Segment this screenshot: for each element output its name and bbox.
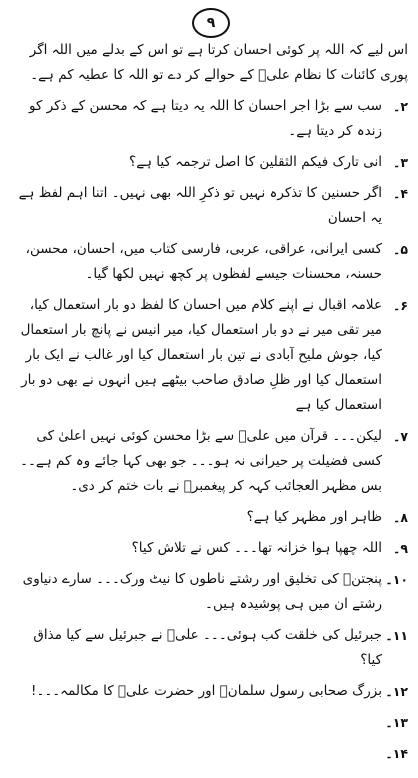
list-item	[8, 679, 408, 704]
item-text: ظاہر اور مظہر کیا ہے؟	[246, 509, 382, 525]
item-text: سب سے بڑا اجر احسان کا اللہ یہ دیتا ہے کہ محسن کے ذکر کو زندہ کر دیتا ہے۔	[29, 98, 382, 139]
item-number: ۹۔	[393, 541, 408, 556]
item-number: ۱۱۔	[385, 628, 408, 643]
item-number: ۳۔	[393, 155, 408, 170]
item-number: ۸۔	[393, 510, 408, 525]
item-text: پنجتنؑ کی تخلیق اور رشتے ناطوں کا نیٹ ورک۔۔۔ سارے دنیاوی رشتے ان میں ہی پوشیدہ ہیں۔	[22, 571, 382, 612]
list-item	[8, 424, 408, 499]
list-item	[8, 237, 408, 287]
item-text: لیکن۔۔۔ قرآن میں علیؑ سے بڑا محسن کوئی نہیں اعلیٰ کی کسی فضیلت پر حیرانی نہ ہو۔۔۔ جو بھی کہا جائے وہ کم ہے۔۔ بس مظہر العجائب کہہ کر پیغمبرؐ نے بات ختم کر دی۔	[20, 428, 382, 494]
item-number: ۱۳۔	[385, 715, 408, 730]
list-item	[8, 181, 408, 231]
item-text: انی تارک فیکم الثقلین کا اصل ترجمہ کیا ہے؟	[129, 154, 382, 170]
item-text: علامہ اقبال نے اپنے کلام میں احسان کا لفظ دو بار استعمال کیا، میر تقی میر نے دو بار استعمال کیا، میر انیس نے پانچ بار استعمال کیا، جوش ملیح آبادی نے تین بار استعمال کیا اور غالب نے ایک بار استعمال کیا اور ظلِ صادق صاحب بیٹھے ہیں انہوں نے بھی دو بار استعمال کیا ہے	[20, 297, 382, 413]
item-text: اللہ چھپا ہوا خزانہ تھا۔۔۔ کس نے تلاش کیا؟	[131, 540, 382, 556]
item-number: ۱۲۔	[385, 684, 408, 699]
item-number: ۷۔	[393, 429, 408, 444]
list-item	[8, 94, 408, 144]
item-text: اگر حسنین کا تذکرہ نہیں تو ذکرِ اللہ بھی نہیں۔ اتنا اہم لفظ ہے یہ احسان	[18, 185, 382, 226]
list-item	[8, 505, 408, 530]
item-number: ۲۔	[393, 99, 408, 114]
item-number: ۱۰۔	[385, 572, 408, 587]
item-number: ۵۔	[393, 242, 408, 257]
list-item	[8, 567, 408, 617]
list-item	[8, 293, 408, 418]
item-text: بزرگ صحابی رسول سلمانؓ اور حضرت علیؑ کا مکالمہ۔۔۔!	[31, 683, 382, 699]
item-number: ۱۴۔	[385, 746, 408, 761]
item-text: جبرئیل کی خلقت کب ہوئی۔۔۔ علیؑ نے جبرئیل سے کیا مذاق کیا؟	[33, 627, 382, 668]
list-item	[8, 623, 408, 673]
page-content	[8, 38, 408, 778]
item-number: ۶۔	[393, 298, 408, 313]
list-item	[8, 741, 408, 766]
item-text: کسی ایرانی، عراقی، عربی، فارسی کتاب میں، احسان، محسن، حسنہ، محسنات جیسے لفظوں پر کچھ نہیں لکھا گیا۔	[25, 241, 382, 282]
list-item	[8, 150, 408, 175]
list-item	[8, 536, 408, 561]
item-number: ۴۔	[393, 186, 408, 201]
page-number: ۹	[192, 8, 230, 38]
list-item	[8, 710, 408, 735]
intro-paragraph: اس لیے کہ اللہ پر کوئی احسان کرتا ہے تو اس کے بدلے میں اللہ اگر پوری کائنات کا نظام علیؑ کے حوالے کر دے تو اللہ کا عطیہ کم ہے۔	[29, 42, 408, 83]
